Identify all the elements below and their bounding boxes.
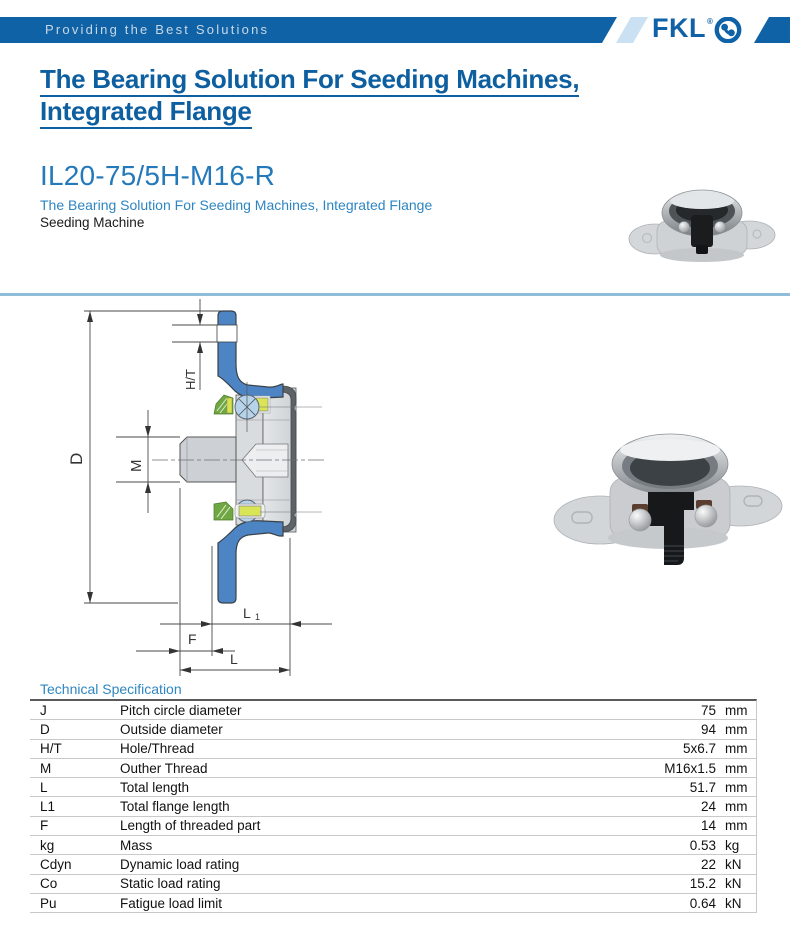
bearing-photo-cutaway: [554, 434, 782, 565]
dimension-HT-label: H/T: [183, 369, 198, 390]
company-tagline: Providing the Best Solutions: [45, 22, 270, 37]
dimension-D-label: D: [67, 452, 86, 465]
spec-value: 15.2: [689, 876, 716, 892]
spec-value: 14: [700, 818, 716, 834]
spec-value: M16x1.5: [664, 760, 716, 776]
flange-upper-half: [218, 311, 283, 398]
threaded-stud: [180, 437, 236, 482]
top-header-bar: [0, 17, 790, 43]
spec-table-row: [30, 778, 756, 797]
header-slash-decoration: [616, 17, 648, 43]
spec-value: 0.64: [689, 895, 716, 911]
spec-symbol: M: [40, 760, 52, 776]
product-description: The Bearing Solution For Seeding Machines, Integrated Flange: [40, 197, 433, 213]
spec-table-row: [30, 855, 756, 874]
spec-symbol: D: [40, 721, 50, 737]
flange-mounting-hole: [217, 325, 237, 342]
dimension-L-label: L: [230, 651, 238, 667]
spec-unit: mm: [725, 721, 748, 737]
spec-symbol: Co: [40, 876, 58, 892]
spec-symbol: L: [40, 779, 48, 795]
dimension-L: [180, 667, 290, 673]
spec-symbol: Pu: [40, 895, 57, 911]
spec-unit: mm: [725, 760, 748, 776]
section-divider-line: [0, 293, 790, 296]
page-title: [40, 63, 750, 127]
spec-description: Mass: [120, 837, 153, 853]
spec-unit: kN: [725, 857, 742, 873]
dimension-L1-subscript: 1: [255, 612, 261, 622]
spec-table-row: [30, 701, 756, 720]
technical-drawing: [30, 298, 520, 695]
spec-description: Static load rating: [120, 876, 221, 892]
spec-unit: mm: [725, 702, 748, 718]
header-blue-bar-end: [754, 17, 790, 43]
spec-description: Length of threaded part: [120, 818, 261, 834]
spec-table-body: [30, 701, 756, 913]
spec-table-row: [30, 894, 756, 913]
product-code: IL20-75/5H-M16-R: [40, 160, 276, 191]
page-title-line1: The Bearing Solution For Seeding Machines,: [40, 64, 579, 97]
spec-value: 51.7: [689, 779, 716, 795]
spec-symbol: Cdyn: [40, 857, 72, 873]
spec-table-row: [30, 836, 756, 855]
spec-table-row: [30, 875, 756, 894]
spec-unit: mm: [725, 779, 748, 795]
spec-description: Hole/Thread: [120, 741, 195, 757]
spec-value: 94: [700, 721, 716, 737]
spec-symbol: L1: [40, 799, 56, 815]
spec-symbol: H/T: [40, 741, 62, 757]
page-title-line2: Integrated Flange: [40, 96, 252, 129]
spec-value: 24: [700, 799, 716, 815]
spec-table: [30, 699, 757, 913]
spec-description: Outher Thread: [120, 760, 208, 776]
spec-symbol: J: [40, 702, 47, 718]
dimension-F-label: F: [188, 631, 197, 647]
spec-unit: kg: [725, 837, 740, 853]
dimension-M: [116, 410, 180, 513]
spec-description: Outside diameter: [120, 721, 223, 737]
spec-description: Dynamic load rating: [120, 857, 240, 873]
spec-symbol: F: [40, 818, 49, 834]
dimension-L1-label: L: [243, 605, 251, 621]
spec-section-heading: Technical Specification: [40, 681, 182, 697]
flange-lower-half: [218, 521, 283, 603]
spec-description: Total length: [120, 779, 190, 795]
brand-logo-text: FKL: [652, 17, 706, 43]
spec-description: Total flange length: [120, 799, 230, 815]
spec-description: Fatigue load limit: [120, 895, 223, 911]
spec-unit: mm: [725, 818, 748, 834]
spec-value: 75: [700, 702, 716, 718]
spec-value: 5x6.7: [682, 741, 716, 757]
spec-value: 0.53: [689, 837, 716, 853]
spec-table-row: [30, 720, 756, 739]
spec-unit: mm: [725, 741, 748, 757]
registered-trademark-symbol: ®: [707, 17, 713, 26]
spec-unit: kN: [725, 895, 742, 911]
spec-table-row: [30, 759, 756, 778]
bearing-photo-small: [629, 190, 775, 262]
product-application: Seeding Machine: [40, 215, 145, 230]
spec-table-row: [30, 817, 756, 836]
spec-symbol: kg: [40, 837, 55, 853]
product-photo-cutaway: [548, 408, 788, 575]
spec-description: Pitch circle diameter: [120, 702, 242, 718]
spec-value: 22: [700, 857, 716, 873]
spec-table-row: [30, 740, 756, 759]
spec-unit: kN: [725, 876, 742, 892]
product-photo-small: [627, 175, 777, 275]
spec-table-row: [30, 797, 756, 816]
spec-unit: mm: [725, 799, 748, 815]
brand-logo-icon: [714, 17, 742, 43]
dimension-M-label: M: [128, 459, 145, 472]
